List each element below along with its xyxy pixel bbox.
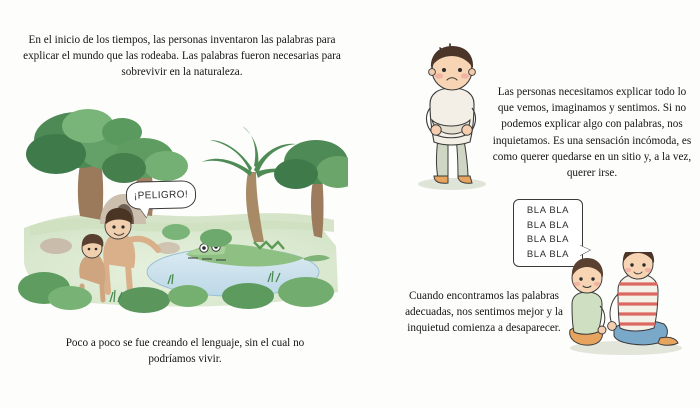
boy-standing-illustration xyxy=(396,42,506,192)
right-lower-paragraph xyxy=(388,288,580,337)
bla-line: BLA BLA xyxy=(526,249,570,261)
right-upper-paragraph xyxy=(492,84,692,181)
speech-bubble-peligro-text: ¡PELIGRO! xyxy=(133,188,189,202)
boy-standing-svg xyxy=(396,42,506,192)
right-upper-paragraph-text: Las personas necesitamos explicar todo lo que vemos, imaginamos y sentimos. Si no podemos explicar algo con palabras, nos inquietamos. Es una sensación incómoda, es como querer quedarse en un sitio y, a la vez, querer irse. xyxy=(492,86,692,180)
speech-bubble-peligro xyxy=(126,180,197,210)
child-left xyxy=(570,258,606,345)
bla-line: BLA BLA xyxy=(526,205,570,216)
bla-line: BLA BLA xyxy=(526,234,570,246)
lower-left-paragraph xyxy=(55,335,315,367)
child-right xyxy=(608,252,678,345)
kids-sitting-illustration xyxy=(560,252,690,357)
lower-left-paragraph-text: Poco a poco se fue creando el lenguaje, sin el cual no podríamos vivir. xyxy=(65,337,305,366)
kids-sitting-svg xyxy=(560,252,690,357)
rock-left xyxy=(40,238,72,254)
speech-bubble-tail xyxy=(139,207,149,217)
intro-paragraph-text: En el inicio de los tiempos, las personas inventaron las palabras para explicar el mundo que las rodeaba. Las palabras fueron necesarias para sobrevivir en la naturaleza. xyxy=(23,34,341,79)
bla-line: BLA BLA xyxy=(526,219,570,231)
boy-sweater xyxy=(430,88,474,145)
figure-shadow xyxy=(418,178,486,190)
intro-paragraph xyxy=(22,32,342,81)
right-lower-paragraph-text: Cuando encontramos las palabras adecuadas, nos sentimos mejor y la inquietud comienza a desaparecer. xyxy=(405,290,563,335)
